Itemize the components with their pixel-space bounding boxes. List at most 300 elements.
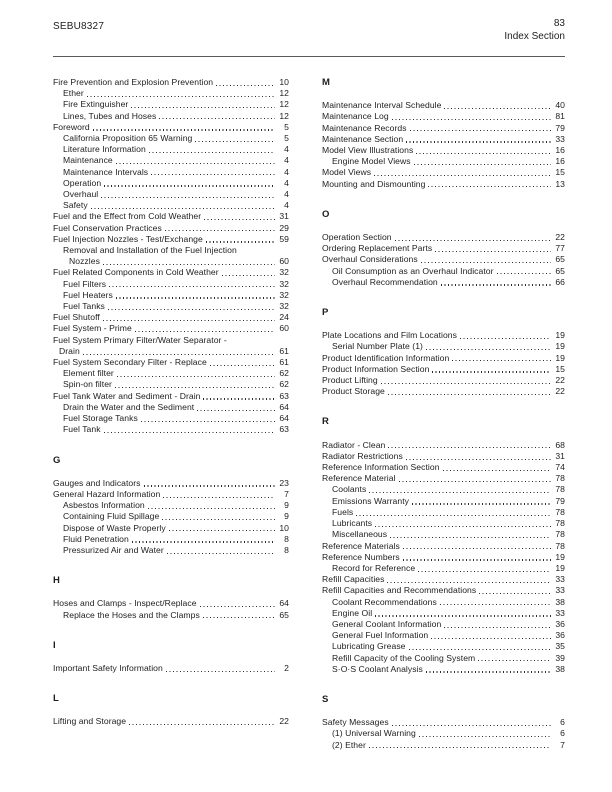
entry-page-number: 33: [555, 574, 565, 585]
dot-leader: [356, 515, 551, 516]
entry-label: Mounting and Dismounting: [322, 178, 426, 189]
entry-page-number: 63: [279, 424, 289, 435]
entry-label: Fuel Tank Water and Sediment - Drain: [53, 390, 201, 401]
entry-label: Literature Information: [63, 144, 146, 155]
dot-leader: [444, 627, 551, 628]
entry-page-number: 5: [284, 121, 289, 132]
dot-leader: [403, 548, 551, 549]
dot-leader: [204, 219, 275, 220]
entry-page-number: 7: [560, 739, 565, 750]
entry-label: Maintenance Log: [322, 111, 389, 122]
index-column-left: [53, 77, 289, 728]
entry-page-number: 16: [555, 156, 565, 167]
entry-label: (1) Universal Warning: [332, 728, 416, 739]
dot-leader: [388, 394, 551, 395]
index-letter-block: [53, 455, 289, 557]
index-entry: [53, 368, 289, 379]
index-entry: [53, 155, 289, 166]
entry-label: Pressurized Air and Water: [63, 544, 164, 555]
entry-page-number: 24: [279, 312, 289, 323]
entry-page-number: 5: [284, 133, 289, 144]
entry-label: Product Information Section: [322, 363, 430, 374]
index-entry: [53, 379, 289, 390]
dot-leader: [392, 725, 551, 726]
entry-label: Hoses and Clamps - Inspect/Replace: [53, 598, 197, 609]
page-header-right: [504, 17, 565, 43]
entry-page-number: 19: [555, 551, 565, 562]
index-entry: [53, 267, 289, 278]
index-entry: [322, 507, 565, 518]
entry-page-number: 2: [284, 662, 289, 673]
dot-leader: [206, 241, 275, 242]
letter-heading: G: [53, 454, 61, 466]
index-entry: [322, 134, 565, 145]
index-entry: [322, 608, 565, 619]
letter-heading: S: [322, 693, 329, 705]
entry-page-number: 36: [555, 630, 565, 641]
index-entry: [53, 312, 289, 323]
entry-page-number: 79: [555, 122, 565, 133]
entry-label: Serial Number Plate (1): [332, 341, 423, 352]
entry-label: Dispose of Waste Properly: [63, 522, 166, 533]
index-entry: [322, 529, 565, 540]
entry-page-number: 12: [279, 110, 289, 121]
dot-leader: [203, 617, 275, 618]
index-entry: [53, 610, 289, 621]
entry-label: Removal and Installation of the Fuel Injection: [63, 245, 237, 256]
dot-leader: [426, 349, 551, 350]
index-entry: [322, 364, 565, 375]
entry-page-number: 4: [284, 200, 289, 211]
entry-label: Product Lifting: [322, 375, 378, 386]
dot-leader: [369, 747, 551, 748]
entry-page-number: 31: [279, 211, 289, 222]
entry-page-number: 60: [279, 323, 289, 334]
dot-leader: [410, 130, 551, 131]
index-entry: [322, 717, 565, 728]
entry-page-number: 4: [284, 155, 289, 166]
letter-heading: M: [322, 77, 330, 88]
dot-leader: [431, 638, 551, 639]
entry-label: Emissions Warranty: [332, 495, 409, 506]
entry-label: Foreword: [53, 121, 90, 132]
dot-leader: [116, 297, 275, 298]
index-entry: [322, 341, 565, 352]
entry-label: Reference Numbers: [322, 551, 400, 562]
index-entry: [322, 375, 565, 386]
dot-leader: [87, 96, 275, 97]
letter-heading: R: [322, 416, 329, 428]
index-entry: [53, 279, 289, 290]
entry-page-number: 22: [555, 386, 565, 397]
index-letter-block: [322, 209, 565, 288]
index-letter-block: [53, 693, 289, 727]
entry-label: Refill Capacity of the Cooling System: [332, 652, 476, 663]
index-entry: [53, 234, 289, 245]
entry-label: Reference Material: [322, 473, 396, 484]
entry-page-number: 22: [279, 716, 289, 727]
dot-leader: [149, 152, 275, 153]
index-entry: [53, 500, 289, 511]
entry-page-number: 78: [555, 540, 565, 551]
entry-label: Fuel Related Components in Cold Weather: [53, 267, 219, 278]
dot-leader: [416, 153, 551, 154]
index-entry: [53, 223, 289, 234]
index-entry: [53, 211, 289, 222]
entry-label: Gauges and Indicators: [53, 477, 141, 488]
entry-label: General Hazard Information: [53, 488, 161, 499]
entry-page-number: 32: [279, 278, 289, 289]
entry-label: Operation Section: [322, 232, 392, 243]
entry-label: Reference Materials: [322, 540, 400, 551]
index-entry: [322, 653, 565, 664]
index-column-right: [322, 77, 565, 751]
entry-page-number: 6: [560, 728, 565, 739]
entry-page-number: 16: [555, 145, 565, 156]
entry-label: Nozzles: [69, 256, 100, 267]
index-entry: [53, 144, 289, 155]
entry-page-number: 4: [284, 189, 289, 200]
dot-leader: [83, 354, 275, 355]
entry-page-number: 33: [555, 585, 565, 596]
entry-page-number: 74: [555, 462, 565, 473]
entry-page-number: 77: [555, 243, 565, 254]
entry-page-number: 64: [279, 598, 289, 609]
dot-leader: [497, 273, 551, 274]
dot-leader: [167, 553, 275, 554]
entry-label: Fuel System Secondary Filter - Replace: [53, 357, 207, 368]
entry-label: Fuels: [332, 506, 354, 517]
entry-label: Spin-on filter: [63, 379, 112, 390]
entry-page-number: 12: [279, 88, 289, 99]
dot-leader: [93, 129, 275, 130]
dot-leader: [418, 571, 551, 572]
index-entry: [53, 346, 289, 357]
dot-leader: [432, 371, 551, 372]
entry-label: Maintenance Records: [322, 122, 407, 133]
index-entry: [53, 489, 289, 500]
index-letter-block: [53, 77, 289, 436]
dot-leader: [419, 736, 551, 737]
entry-label: Asbestos Information: [63, 500, 145, 511]
entry-page-number: 81: [555, 111, 565, 122]
index-entry: [53, 716, 289, 727]
dot-leader: [116, 163, 275, 164]
entry-label: Product Storage: [322, 386, 385, 397]
entry-page-number: 13: [555, 178, 565, 189]
dot-leader: [210, 365, 275, 366]
dot-leader: [135, 331, 275, 332]
entry-page-number: 12: [279, 99, 289, 110]
entry-label: Maintenance Interval Schedule: [322, 100, 442, 111]
entry-label: Engine Model Views: [332, 156, 411, 167]
entry-label: Refill Capacities and Recommendations: [322, 585, 477, 596]
entry-page-number: 61: [279, 345, 289, 356]
index-entry: [53, 534, 289, 545]
entry-label: Ether: [63, 88, 84, 99]
entry-page-number: 59: [279, 233, 289, 244]
doc-number: SEBU8327: [53, 21, 105, 32]
entry-label: Containing Fluid Spillage: [63, 511, 160, 522]
index-entry: [322, 641, 565, 652]
index-entry: [53, 424, 289, 435]
dot-leader: [414, 164, 551, 165]
entry-label: California Proposition 65 Warning: [63, 133, 193, 144]
dot-leader: [129, 724, 275, 725]
dot-leader: [479, 593, 551, 594]
entry-page-number: 32: [279, 289, 289, 300]
index-entry: [322, 563, 565, 574]
dot-leader: [392, 119, 551, 120]
dot-leader: [478, 660, 551, 661]
entry-label: Oil Consumption as an Overhaul Indicator: [332, 265, 494, 276]
entry-label: Drain: [59, 345, 80, 356]
dot-leader: [144, 485, 275, 486]
dot-leader: [395, 240, 551, 241]
dot-leader: [162, 519, 275, 520]
entry-label: Fuel Injection Nozzles - Test/Exchange: [53, 233, 203, 244]
index-letter-block: [53, 640, 289, 674]
section-title: Index Section: [504, 31, 565, 42]
entry-page-number: 68: [555, 439, 565, 450]
dot-leader: [375, 526, 551, 527]
entry-label: Ordering Replacement Parts: [322, 243, 433, 254]
entry-page-number: 23: [279, 477, 289, 488]
index-entry: [53, 523, 289, 534]
index-entry: [322, 111, 565, 122]
index-entry: [53, 256, 289, 267]
entry-label: Important Safety Information: [53, 662, 163, 673]
index-entry: [53, 402, 289, 413]
dot-leader: [108, 309, 275, 310]
index-entry: [322, 630, 565, 641]
entry-page-number: 19: [555, 341, 565, 352]
entry-label: Model Views: [322, 167, 372, 178]
entry-label: Maintenance: [63, 155, 113, 166]
entry-page-number: 33: [555, 133, 565, 144]
entry-label: Maintenance Section: [322, 133, 404, 144]
entry-page-number: 78: [555, 506, 565, 517]
dot-leader: [104, 185, 275, 186]
entry-page-number: 65: [555, 254, 565, 265]
dot-leader: [91, 208, 275, 209]
index-entry: [53, 245, 289, 256]
entry-page-number: 31: [555, 450, 565, 461]
entry-label: Lubricants: [332, 518, 373, 529]
dot-leader: [101, 197, 275, 198]
index-entry: [53, 133, 289, 144]
dot-leader: [141, 421, 275, 422]
dot-leader: [197, 410, 275, 411]
index-entry: [322, 484, 565, 495]
index-entry: [322, 597, 565, 608]
entry-page-number: 19: [555, 352, 565, 363]
entry-page-number: 62: [279, 379, 289, 390]
entry-label: Reference Information Section: [322, 462, 440, 473]
dot-leader: [109, 286, 275, 287]
entry-label: Maintenance Intervals: [63, 166, 149, 177]
entry-page-number: 40: [555, 100, 565, 111]
entry-label: Coolants: [332, 484, 367, 495]
index-entry: [53, 511, 289, 522]
index-entry: [322, 619, 565, 630]
entry-label: Fuel Conservation Practices: [53, 222, 162, 233]
dot-leader: [441, 284, 551, 285]
entry-page-number: 65: [279, 609, 289, 620]
letter-heading: O: [322, 208, 330, 220]
dot-leader: [460, 338, 551, 339]
index-entry: [322, 496, 565, 507]
dot-leader: [426, 671, 551, 672]
index-entry: [322, 462, 565, 473]
dot-leader: [166, 671, 275, 672]
entry-label: Overhaul: [63, 189, 99, 200]
entry-label: Fuel Tanks: [63, 301, 105, 312]
index-entry: [322, 728, 565, 739]
index-entry: [322, 740, 565, 751]
dot-leader: [117, 376, 275, 377]
entry-page-number: 78: [555, 484, 565, 495]
index-entry: [53, 391, 289, 402]
entry-label: Fuel Heaters: [63, 289, 113, 300]
dot-leader: [406, 141, 551, 142]
index-entry: [53, 189, 289, 200]
dot-leader: [388, 447, 551, 448]
entry-label: Operation: [63, 177, 102, 188]
entry-label: Drain the Water and the Sediment: [63, 401, 195, 412]
entry-label: Radiator - Clean: [322, 439, 386, 450]
dot-leader: [163, 497, 275, 498]
entry-page-number: 4: [284, 144, 289, 155]
entry-page-number: 78: [555, 518, 565, 529]
entry-label: Lifting and Storage: [53, 716, 127, 727]
entry-page-number: 15: [555, 363, 565, 374]
index-entry: [53, 200, 289, 211]
entry-label: Product Identification Information: [322, 352, 450, 363]
entry-label: Fire Prevention and Explosion Prevention: [53, 77, 214, 87]
entry-label: Fuel Tank: [63, 424, 101, 435]
dot-leader: [387, 582, 551, 583]
page-number: 83: [553, 18, 565, 29]
index-entry: [322, 574, 565, 585]
dot-leader: [421, 262, 551, 263]
entry-page-number: 33: [555, 607, 565, 618]
dot-leader: [443, 470, 551, 471]
index-entry: [322, 243, 565, 254]
index-entry: [322, 156, 565, 167]
dot-leader: [132, 541, 275, 542]
dot-leader: [115, 387, 275, 388]
index-entry: [322, 451, 565, 462]
entry-label: Model View Illustrations: [322, 145, 414, 156]
entry-page-number: 32: [279, 301, 289, 312]
entry-label: Refill Capacities: [322, 574, 385, 585]
entry-label: Fuel System - Prime: [53, 323, 132, 334]
index-entry: [53, 598, 289, 609]
index-entry: [53, 290, 289, 301]
index-entry: [322, 266, 565, 277]
index-entry: [322, 541, 565, 552]
dot-leader: [148, 508, 275, 509]
entry-label: Engine Oil: [332, 607, 373, 618]
dot-leader: [403, 559, 551, 560]
entry-label: Fire Extinguisher: [63, 99, 129, 110]
entry-label: Plate Locations and Film Locations: [322, 330, 457, 341]
index-entry: [322, 386, 565, 397]
index-entry: [322, 232, 565, 243]
dot-leader: [203, 398, 275, 399]
index-entry: [322, 179, 565, 190]
entry-label: General Coolant Information: [332, 618, 442, 629]
entry-page-number: 9: [284, 500, 289, 511]
index-entry: [53, 357, 289, 368]
entry-page-number: 65: [555, 265, 565, 276]
entry-label: Record for Reference: [332, 562, 416, 573]
entry-label: (2) Ether: [332, 739, 366, 750]
index-entry: [53, 167, 289, 178]
dot-leader: [195, 141, 275, 142]
letter-heading: I: [53, 639, 56, 651]
entry-page-number: 19: [555, 562, 565, 573]
index-entry: [53, 478, 289, 489]
index-entry: [53, 77, 289, 88]
index-letter-block: [53, 575, 289, 621]
dot-leader: [131, 107, 275, 108]
entry-page-number: 35: [555, 641, 565, 652]
dot-leader: [103, 264, 275, 265]
entry-page-number: 64: [279, 401, 289, 412]
dot-leader: [409, 649, 551, 650]
entry-page-number: 4: [284, 177, 289, 188]
entry-page-number: 15: [555, 167, 565, 178]
entry-page-number: 64: [279, 413, 289, 424]
dot-leader: [375, 615, 551, 616]
entry-page-number: 10: [279, 522, 289, 533]
entry-label: Fluid Penetration: [63, 533, 129, 544]
index-entry: [322, 145, 565, 156]
entry-page-number: 22: [555, 232, 565, 243]
dot-leader: [444, 108, 551, 109]
entry-label: Fuel Filters: [63, 278, 107, 289]
index-entry: [53, 178, 289, 189]
entry-page-number: 10: [279, 77, 289, 87]
entry-label: Lubricating Grease: [332, 641, 406, 652]
entry-page-number: 4: [284, 166, 289, 177]
entry-page-number: 78: [555, 473, 565, 484]
entry-page-number: 60: [279, 256, 289, 267]
index-entry: [53, 122, 289, 133]
dot-leader: [406, 459, 551, 460]
index-entry: [322, 664, 565, 675]
index-entry: [53, 301, 289, 312]
letter-heading: L: [53, 693, 59, 705]
index-entry: [322, 254, 565, 265]
index-entry: [53, 545, 289, 556]
index-entry: [322, 473, 565, 484]
index-entry: [322, 167, 565, 178]
entry-page-number: 32: [279, 267, 289, 278]
dot-leader: [104, 432, 275, 433]
index-entry: [322, 100, 565, 111]
entry-page-number: 79: [555, 495, 565, 506]
entry-label: Fuel Shutoff: [53, 312, 100, 323]
index-entry: [53, 99, 289, 110]
entry-label: General Fuel Information: [332, 630, 429, 641]
entry-label: Fuel and the Effect from Cold Weather: [53, 211, 202, 222]
entry-label: Replace the Hoses and the Clamps: [63, 609, 200, 620]
entry-label: Element filter: [63, 368, 114, 379]
index-letter-block: [322, 694, 565, 751]
